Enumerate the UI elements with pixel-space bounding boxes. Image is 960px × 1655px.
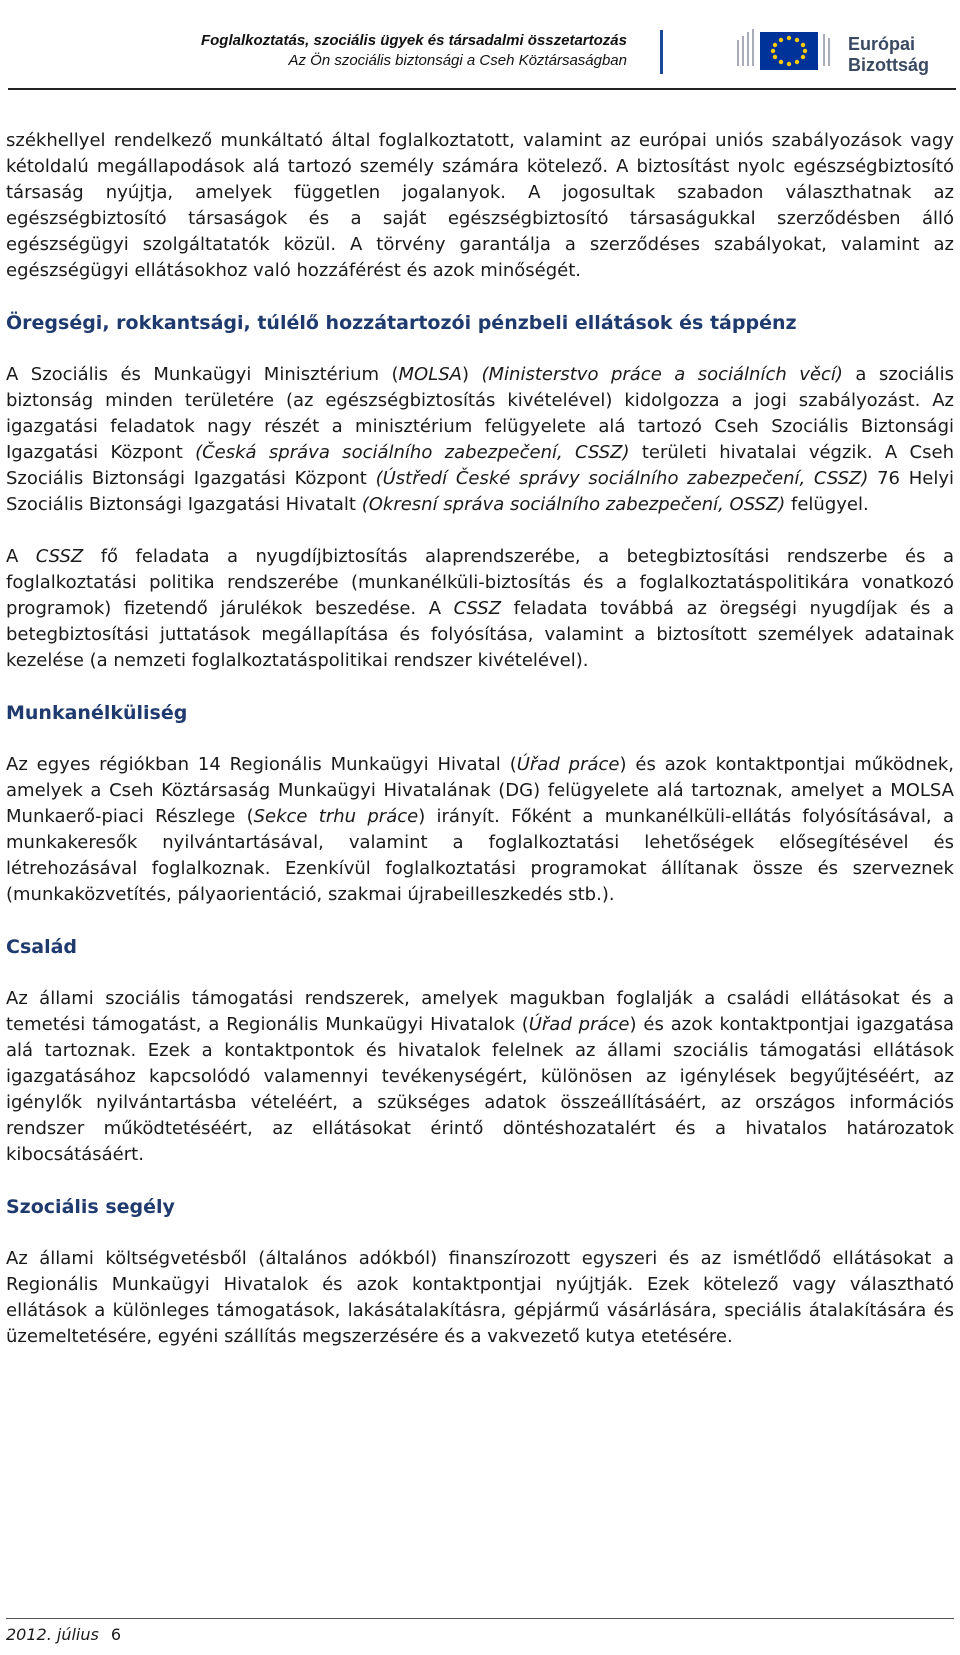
section-heading-social: Szociális segély [6, 1196, 175, 1218]
header-line-1: Foglalkoztatás, szociális ügyek és társadalmi összetartozás [200, 32, 627, 49]
header-separator [660, 30, 663, 74]
eu-flag-icon [732, 26, 836, 78]
unemployment-paragraph: Az egyes régiókban 14 Regionális Munkaügyi Hivatal (Úřad práce) és azok kontaktpontjai működnek, amelyek a Cseh Köztársaság Munkaügyi Hivatalának (DG) felügyelete alá tartoznak, amelyet a MOLSA Munkaerő-piaci Részlege (Sekce trhu práce) irányít. Főként a munkanélküli-ellátás folyósításával, a munkakeresők nyilvántartásával, valamint a foglalkoztatási lehetőségek elősegítésével és létrehozásával foglalkoznak. Ezenkívül foglalkoztatási programokat állítanak össze és szerveznek (munkaközvetítés, pályaorientáció, szakmai újrabeilleszkedés stb.). [6, 754, 954, 905]
section-heading-pension: Öregségi, rokkantsági, túlélő hozzátartozói pénzbeli ellátások és táppénz [6, 312, 797, 334]
document-body [6, 128, 954, 1376]
brand-line-1: Európai [848, 34, 916, 54]
header-line-2: Az Ön szociális biztonsági a Cseh Köztársaságban [288, 52, 627, 69]
intro-paragraph: székhellyel rendelkező munkáltató által foglalkoztatott, valamint az európai uniós szabályozások vagy kétoldalú megállapodások alá tartozó személy számára kötelező. A biztosítást nyolc egészségbiztosító társaság nyújtja, amelyek független jogalanyok. A jogosultak szabadon választhatnak az egészségbiztosító társaságok és a saját egészségbiztosító társaságukkal szerződésben álló egészségügyi szolgáltatatók közül. A törvény garantálja a szerződéses szabályokat, valamint az egészségügyi ellátásokhoz való hozzáférést és azok minőségét. [6, 130, 954, 281]
brand-name [848, 34, 929, 76]
page-number: 6 [110, 1625, 122, 1644]
section-heading-family: Család [6, 936, 78, 958]
pension-paragraph-1: A Szociális és Munkaügyi Minisztérium (MOLSA) (Ministerstvo práce a sociálních věcí) a szociális biztonság minden területére (az egészségbiztosítás kivételével) kidolgozza a jogi szabályozást. Az igazgatási feladatok nagy részét a minisztérium felügyelete alá tartozó Cseh Szociális Biztonsági Igazgatási Központ (Česká správa sociálního zabezpečení, CSSZ) területi hivatalai végzik. A Cseh Szociális Biztonsági Igazgatási Központ (Ústředí České správy sociálního zabezpečení, CSSZ) 76 Helyi Szociális Biztonsági Igazgatási Hivatalt (Okresní správa sociálního zabezpečení, OSSZ) felügyel. [6, 364, 955, 515]
header-title [201, 32, 627, 69]
section-heading-unemployment: Munkanélküliség [6, 702, 188, 724]
family-paragraph: Az állami szociális támogatási rendszerek, amelyek magukban foglalják a családi ellátásokat és a temetési támogatást, a Regionális Munkaügyi Hivatalok (Úřad práce) és azok kontaktpontjai igazgatása alá tartoznak. Ezek a kontaktpontok és hivatalok felelnek az állami szociális támogatási ellátások igazgatásához kapcsolódó valamennyi tevékenységért, különösen az igénylések begyűjtéséért, az igénylők nyilvántartásba vételéért, a szükséges adatok összeállításáért, az országos információs rendszer működtetéséért, az ellátásokat érintő döntéshozatalért és a hivatalos határozatok kibocsátásáért. [6, 988, 954, 1165]
header-rule [8, 88, 956, 90]
footer-rule [6, 1618, 954, 1619]
pension-paragraph-2: A CSSZ fő feladata a nyugdíjbiztosítás alaprendszerébe, a betegbiztosítási rendszerbe és a foglalkoztatási politika rendszerébe (munkanélküli-biztosítás és a foglalkoztatáspolitikára vonatkozó programok) fizetendő járulékok beszedése. A CSSZ feladata továbbá az öregségi nyugdíjak és a betegbiztosítási juttatások megállapítása és folyósítása, valamint a biztosított személyek adatainak kezelése (a nemzeti foglalkoztatáspolitikai rendszer kivételével). [6, 546, 954, 671]
social-paragraph: Az állami költségvetésből (általános adókból) finanszírozott egyszeri és az ismétlődő ellátásokat a Regionális Munkaügyi Hivatalok és azok kontaktpontjai nyújtják. Ezek kötelező vagy választható ellátások a különleges támogatások, lakásátalakításra, gépjármű vásárlására, speciális átalakítására és üzemeltetésére, egyéni szállítás megszerzésére és a vakvezető kutya etetésére. [6, 1248, 954, 1347]
brand-line-2: Bizottság [848, 55, 929, 75]
page-header [0, 0, 960, 92]
page-footer [6, 1625, 121, 1644]
footer-date: 2012. július [6, 1625, 99, 1644]
